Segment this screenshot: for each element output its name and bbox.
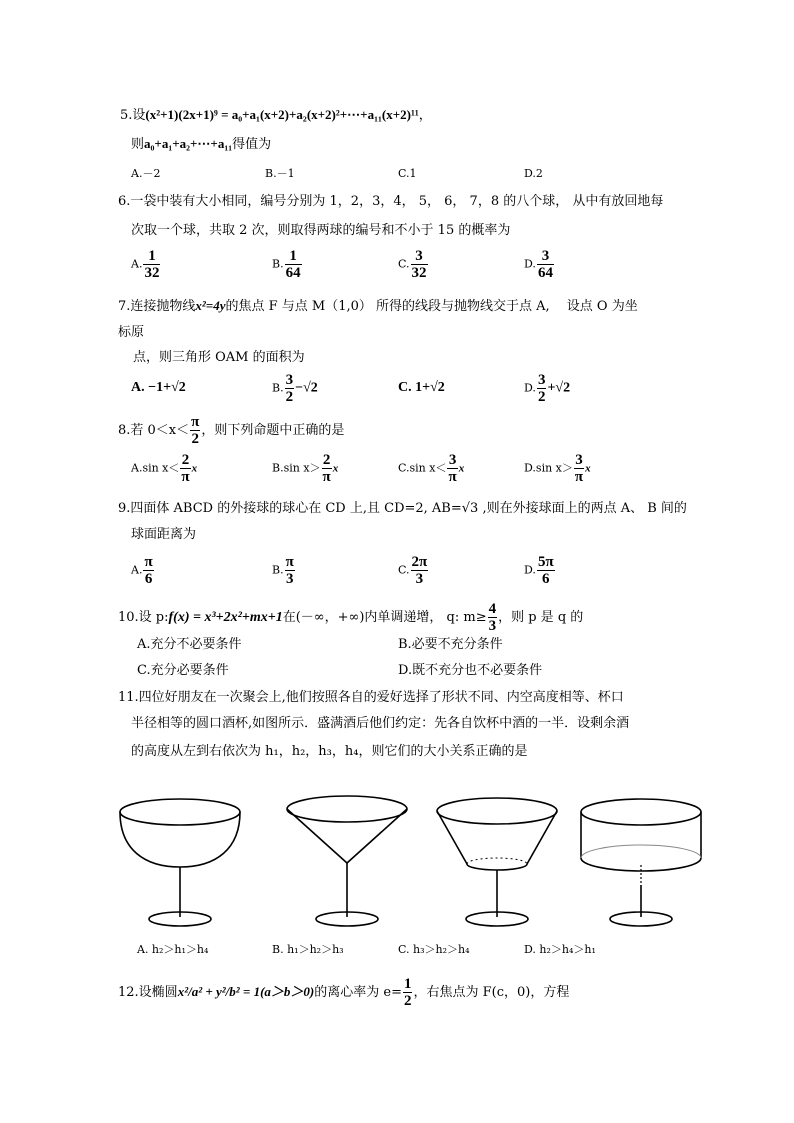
denominator: π	[181, 469, 190, 485]
q7-line3: 点，则三角形 OAM 的面积为	[133, 350, 305, 365]
denominator: 2	[537, 389, 546, 405]
denominator: 2	[403, 993, 412, 1009]
q8-option-c	[398, 452, 464, 485]
q5-tail: ，	[418, 108, 432, 123]
q8-option-a	[131, 452, 197, 485]
numerator: 2	[181, 452, 190, 468]
q8-c-label: C.sin x＜	[398, 461, 447, 475]
q11-option-b: B. h₁＞h₂＞h₃	[272, 943, 344, 956]
q9-c-label: C.	[398, 563, 410, 577]
numerator: 5π	[537, 554, 554, 570]
q5-equation: (x²+1)(2x+1)⁹ = a₀+a₁(x+2)+a₂(x+2)²+⋯+a₁₁(x+2)¹¹	[145, 107, 419, 122]
q8-b-fraction	[322, 452, 332, 485]
q6-option-c	[398, 248, 429, 281]
q8-d-label: D.sin x＞	[524, 461, 573, 475]
q9-line1: 9.四面体 ABCD 的外接球的球心在 CD 上,且 CD=2, AB=√3 ,则在外接球面上的两点 A、 B 间的	[118, 501, 687, 516]
q10-equation: f(x) = x³+2x²+mx+1	[168, 610, 283, 625]
denominator: 64	[537, 265, 553, 281]
q5-option-d: D.2	[524, 167, 543, 180]
q7-equation: x²=4y	[195, 298, 226, 313]
q7-a-text: A. −1+√2	[131, 380, 186, 395]
q7-d-rest: +√2	[547, 380, 571, 396]
q7-c-text: C. 1+√2	[398, 380, 445, 395]
q6-line1: 6.一袋中装有大小相同，编号分别为 1，2，3，4， 5， 6， 7，8 的八个球， 从中有放回地每	[118, 194, 664, 209]
numerator: 3	[448, 452, 457, 468]
q6-a-fraction	[143, 248, 160, 281]
q9-b-fraction	[285, 554, 295, 587]
q10-option-d: D.既不充分也不必要条件	[398, 663, 543, 678]
denominator: 32	[144, 265, 160, 281]
q11-option-c: C. h₃＞h₂＞h₄	[398, 943, 470, 956]
q8-a-fraction	[180, 452, 190, 485]
q10-option-b: B.必要不充分条件	[398, 637, 503, 652]
denominator: 3	[488, 618, 497, 634]
q7-option-c	[398, 379, 445, 397]
q6-option-d	[524, 248, 555, 281]
glass-cone	[287, 796, 407, 926]
denominator: 32	[411, 265, 427, 281]
denominator: 64	[285, 265, 301, 281]
glass-cylinder	[581, 799, 701, 926]
q6-b-label: B.	[272, 257, 284, 271]
q10-option-c: C.充分必要条件	[137, 663, 229, 678]
numerator: π	[144, 554, 153, 570]
q9-option-c	[398, 554, 429, 587]
q7-line2: 标原	[118, 325, 145, 340]
q6-option-b	[272, 248, 303, 281]
q6-option-a	[131, 248, 161, 281]
q8-c-fraction	[447, 452, 457, 485]
denominator: 2	[191, 431, 199, 447]
q8-a-tail: x	[191, 462, 198, 475]
q7-mid: 的焦点 F 与点 M（1,0） 所得的线段与抛物线交于点 A, 设点 O 为坐	[225, 299, 638, 314]
q7-b-fraction	[285, 372, 295, 405]
q5-number: 5.设	[120, 108, 146, 123]
numerator: 1	[143, 248, 160, 265]
q8-d-tail: x	[585, 462, 591, 475]
q5-sum: a₀+a₁+a₂+⋯+a₁₁	[144, 136, 233, 151]
q12-pre: 12.设椭圆	[118, 985, 178, 1000]
denominator: π	[448, 469, 457, 485]
q12-equation: x²/a² + y²/b² = 1(a＞b＞0)	[177, 984, 315, 999]
numerator: 4	[488, 601, 497, 617]
q9-c-fraction	[411, 554, 429, 587]
q10-post: ，则 p 是 q 的	[498, 610, 584, 625]
q6-d-label: D.	[524, 257, 536, 271]
q11-option-a: A. h₂＞h₁＞h₄	[137, 943, 209, 956]
q9-option-a	[131, 554, 155, 587]
q9-option-b	[272, 554, 296, 587]
q11-line1: 11.四位好朋友在一次聚会上,他们按照各自的爱好选择了形状不同、内空高度相等、杯口	[118, 690, 624, 705]
q11-option-d: D. h₂＞h₄＞h₁	[524, 943, 596, 956]
q8-a-label: A.sin x＜	[131, 461, 180, 475]
q7-d-fraction	[537, 372, 547, 405]
numerator: 3	[285, 372, 294, 388]
q10-line1	[118, 601, 583, 634]
q12-post: ，右焦点为 F(c，0)，方程	[413, 985, 570, 1000]
q10-mid: 在(－∞，+∞)内单调递增， q: m≥	[282, 610, 487, 625]
q5-line1	[120, 106, 432, 125]
q8-option-d	[524, 452, 591, 485]
q7-option-a	[131, 379, 186, 397]
q9-d-fraction	[537, 554, 555, 587]
denominator: 3	[415, 571, 424, 587]
q9-a-fraction	[143, 554, 153, 587]
denominator: 3	[285, 571, 294, 587]
q9-a-label: A.	[131, 563, 143, 577]
wine-glasses-figure	[110, 785, 710, 935]
denominator: π	[574, 469, 584, 485]
denominator: π	[322, 469, 331, 485]
q8-pre: 8.若 0＜x＜	[118, 423, 190, 438]
q5-line2	[131, 135, 271, 154]
q8-line1	[118, 414, 344, 447]
numerator: 1	[403, 976, 412, 992]
q9-b-label: B.	[272, 563, 284, 577]
numerator: π	[285, 554, 294, 570]
q8-d-fraction	[574, 452, 584, 485]
q7-option-b	[272, 372, 318, 405]
q6-line2: 次取一个球，共取 2 次，则取得两球的编号和不小于 15 的概率为	[131, 223, 511, 238]
q11-line3: 的高度从左到右依次为 h₁，h₂，h₃，h₄，则它们的大小关系正确的是	[131, 744, 528, 759]
numerator: 2	[322, 452, 331, 468]
q5-option-c: C.1	[398, 167, 417, 180]
denominator: 2	[285, 389, 294, 405]
q5-option-b: B.－1	[265, 167, 295, 180]
q11-line2: 半径相等的圆口酒杯,如图所示．盛满酒后他们约定：先各自饮杯中酒的一半．设剩余酒	[131, 716, 630, 731]
q7-b-rest: −√2	[295, 380, 318, 396]
q9-line2: 球面距离为	[131, 527, 197, 542]
numerator: 3	[537, 372, 546, 388]
q10-option-a: A.充分不必要条件	[137, 637, 242, 652]
q8-c-tail: x	[458, 462, 465, 475]
q5-suffix: 得值为	[232, 137, 272, 152]
numerator: 2π	[411, 554, 428, 570]
q7-pre: 7.连接抛物线	[118, 299, 196, 314]
glass-hemisphere	[120, 799, 240, 926]
numerator: 3	[575, 452, 583, 468]
q7-line1	[118, 297, 638, 316]
q5-option-a: A.－2	[131, 167, 161, 180]
q5-prefix: 则	[131, 137, 145, 152]
denominator: 6	[144, 571, 153, 587]
glass-frustum	[437, 798, 557, 926]
numerator: 1	[285, 248, 302, 265]
q12-line1	[118, 976, 569, 1009]
q8-b-label: B.sin x＞	[272, 461, 321, 475]
q9-option-d	[524, 554, 556, 587]
q7-d-label: D.	[524, 381, 536, 395]
q6-c-fraction	[411, 248, 428, 281]
numerator: π	[191, 414, 200, 430]
numerator: 3	[537, 248, 554, 265]
q6-c-label: C.	[398, 257, 410, 271]
q10-fraction	[488, 601, 498, 634]
q9-d-label: D.	[524, 563, 536, 577]
denominator: 6	[542, 571, 550, 587]
q8-b-tail: x	[332, 462, 339, 475]
q8-option-b	[272, 452, 338, 485]
q12-fraction	[403, 976, 413, 1009]
q10-pre: 10.设 p:	[118, 610, 169, 625]
q6-d-fraction	[537, 248, 554, 281]
q6-a-label: A.	[131, 257, 143, 271]
q8-post: ，则下列命题中正确的是	[201, 423, 345, 438]
numerator: 3	[411, 248, 428, 265]
q6-b-fraction	[285, 248, 302, 281]
q12-mid: 的离心率为 e=	[314, 985, 402, 1000]
q8-fraction	[190, 414, 200, 447]
q7-b-label: B.	[272, 381, 284, 395]
q7-option-d	[524, 372, 570, 405]
